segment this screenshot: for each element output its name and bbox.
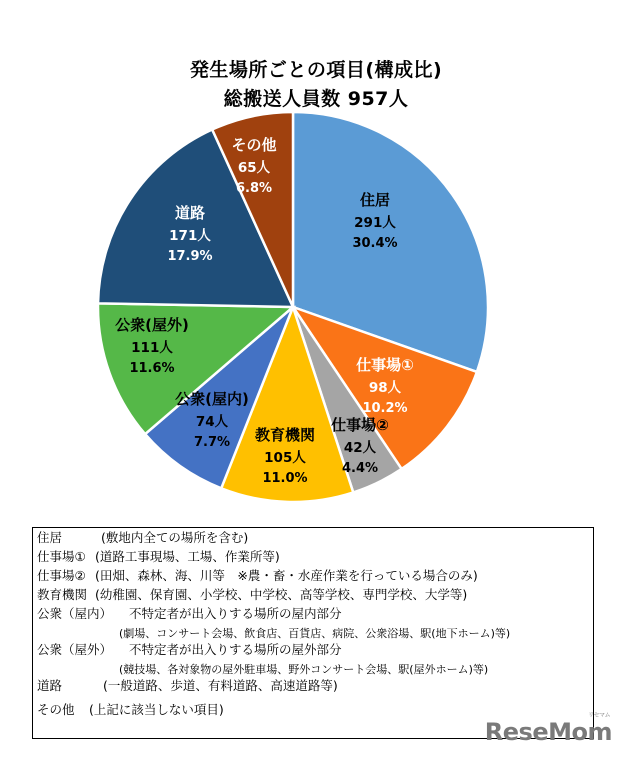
legend-term: 教育機関 <box>37 587 88 602</box>
legend-term: 住居 <box>37 530 63 545</box>
legend-desc: (道路工事現場、工場、作業所等) <box>95 549 280 564</box>
legend-term: その他 <box>37 702 75 717</box>
slice-label-workplace1: 仕事場① <box>356 356 414 374</box>
slice-count-other: 65人 <box>237 160 271 176</box>
slice-percent-workplace2: 4.4% <box>341 461 379 476</box>
slice-count-workplace2: 42人 <box>343 440 377 456</box>
legend-term: 道路 <box>37 678 63 693</box>
legend-box <box>32 527 594 739</box>
slice-percent-other: 6.8% <box>235 181 273 196</box>
slice-percent-workplace1: 10.2% <box>362 401 408 416</box>
slice-percent-public-outdoor: 11.6% <box>129 361 175 376</box>
slice-count-road: 171人 <box>169 228 211 244</box>
slice-percent-education: 11.0% <box>262 471 308 486</box>
chart-subtitle: 総搬送人員数 957人 <box>223 88 409 110</box>
slice-label-public-outdoor: 公衆(屋外) <box>115 316 189 334</box>
legend-sub-outdoor: (競技場、各対象物の屋外駐車場、野外コンサート会場、駅(屋外ホーム)等) <box>119 663 489 676</box>
legend-desc: (上記に該当しない項目) <box>89 702 224 717</box>
resemom-logo: ReseMom リセマム <box>484 712 612 746</box>
legend-term: 公衆（屋外） <box>37 642 113 657</box>
legend-desc: 不特定者が出入りする場所の屋内部分 <box>129 606 342 621</box>
legend-term: 仕事場② <box>37 568 86 583</box>
legend-desc: (田畑、森林、海、川等 ※農・畜・水産作業を行っている場合のみ) <box>95 568 478 583</box>
slice-label-residence: 住居 <box>359 191 391 209</box>
legend-term: 公衆（屋内） <box>37 606 113 621</box>
legend-desc: 不特定者が出入りする場所の屋外部分 <box>129 642 342 657</box>
slice-count-education: 105人 <box>264 450 306 466</box>
legend-sub-indoor: (劇場、コンサート会場、飲食店、百貨店、病院、公衆浴場、駅(地下ホーム)等) <box>119 627 511 640</box>
slice-label-workplace2: 仕事場② <box>331 416 389 434</box>
slice-percent-public-indoor: 7.7% <box>193 435 231 450</box>
chart-title: 発生場所ごとの項目(構成比) <box>189 59 443 81</box>
slice-label-road: 道路 <box>174 204 206 222</box>
legend-desc: (敷地内全ての場所を含む) <box>101 530 249 545</box>
legend-desc: (幼稚園、保育園、小学校、中学校、高等学校、専門学校、大学等) <box>95 587 468 602</box>
legend-term: 仕事場① <box>37 549 86 564</box>
slice-label-other: その他 <box>231 136 277 154</box>
slice-count-public-outdoor: 111人 <box>131 340 173 356</box>
slice-label-education: 教育機関 <box>254 426 316 444</box>
slice-count-residence: 291人 <box>354 215 396 231</box>
slice-label-public-indoor: 公衆(屋内) <box>175 390 249 408</box>
legend-desc: (一般道路、歩道、有料道路、高速道路等) <box>103 678 338 693</box>
slice-count-public-indoor: 74人 <box>195 414 229 430</box>
slice-percent-residence: 30.4% <box>352 236 398 251</box>
slice-percent-road: 17.9% <box>167 249 213 264</box>
slice-count-workplace1: 98人 <box>368 380 402 396</box>
